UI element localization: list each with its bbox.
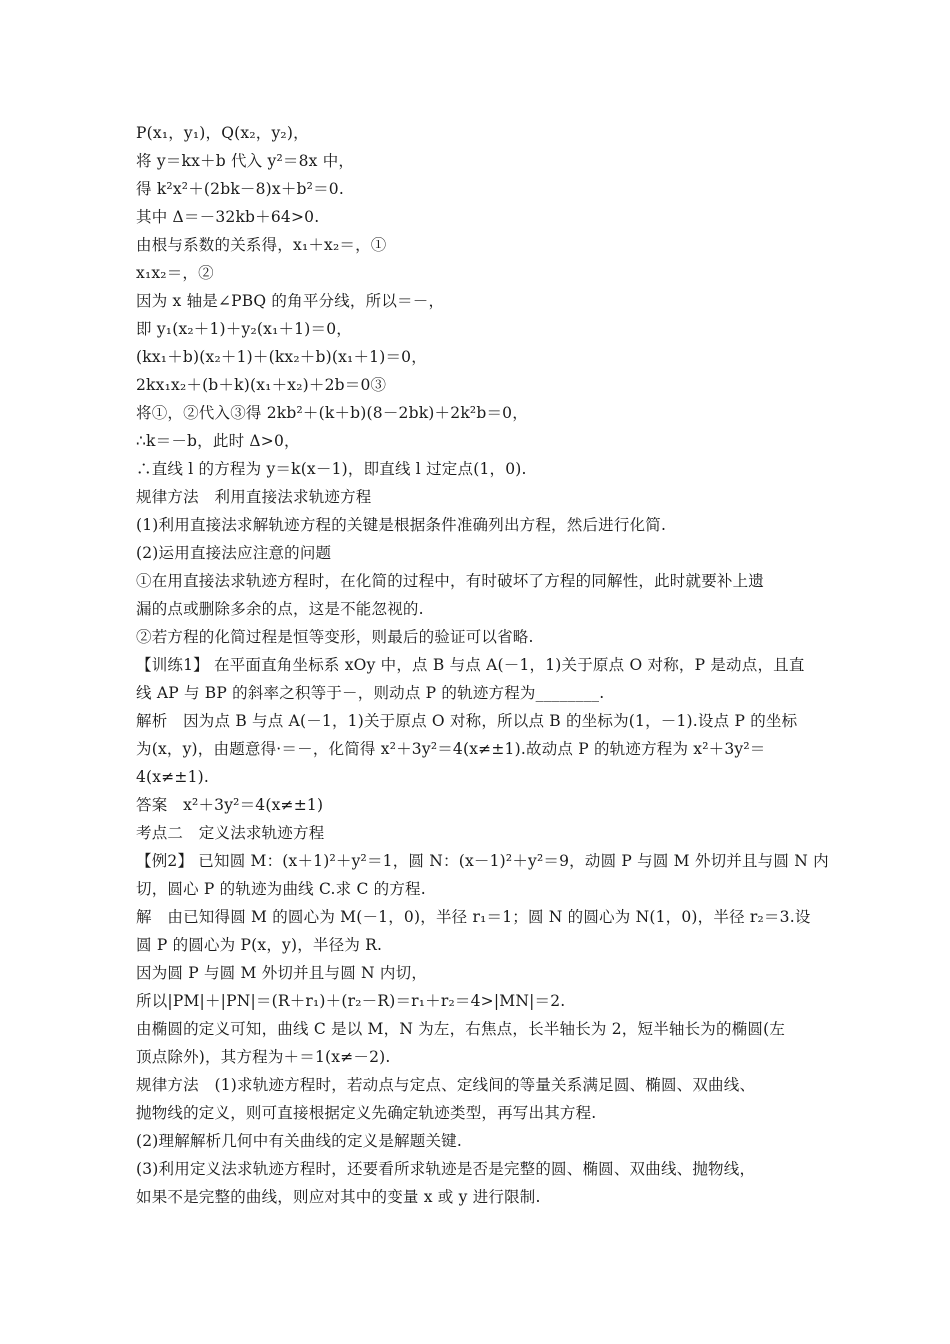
text-line: 将①，②代入③得 2kb²＋(k＋b)(8－2bk)＋2k²b＝0， <box>136 404 528 422</box>
text-line: 漏的点或删除多余的点，这是不能忽视的. <box>136 600 424 618</box>
text-line: (1)利用直接法求解轨迹方程的关键是根据条件准确列出方程，然后进行化简. <box>136 516 667 534</box>
text-line: 如果不是完整的曲线，则应对其中的变量 x 或 y 进行限制. <box>136 1188 541 1206</box>
section-heading: 考点二 定义法求轨迹方程 <box>136 824 325 842</box>
analysis-line: 解析 因为点 B 与点 A(－1，1)关于原点 O 对称，所以点 B 的坐标为(1，－1).设点 P 的坐标 <box>136 712 798 730</box>
text-line: ①在用直接法求轨迹方程时，在化简的过程中，有时破坏了方程的同解性，此时就要补上遗 <box>136 572 765 590</box>
analysis-line: 为(x，y)，由题意得·＝－，化简得 x²＋3y²＝4(x≠±1).故动点 P 的轨迹方程为 x²＋3y²＝ <box>136 740 766 758</box>
text-line: (kx₁＋b)(x₂＋1)＋(kx₂＋b)(x₁＋1)＝0， <box>136 348 427 366</box>
text-line: 即 y₁(x₂＋1)＋y₂(x₁＋1)＝0， <box>136 320 352 338</box>
solution-line: 圆 P 的圆心为 P(x，y)，半径为 R. <box>136 936 383 954</box>
example-line: 切，圆心 P 的轨迹为曲线 C.求 C 的方程. <box>136 880 426 898</box>
text-line: (2)运用直接法应注意的问题 <box>136 544 332 562</box>
text-line: (2)理解解析几何中有关曲线的定义是解题关键. <box>136 1132 462 1150</box>
exercise-line: 线 AP 与 BP 的斜率之积等于－，则动点 P 的轨迹方程为________. <box>136 684 605 702</box>
text-line: 因为 x 轴是∠PBQ 的角平分线，所以＝－， <box>136 292 445 310</box>
example-line: 【例2】 已知圆 M：(x＋1)²＋y²＝1，圆 N：(x－1)²＋y²＝9，动圆 P 与圆 M 外切并且与圆 N 内 <box>136 852 829 870</box>
analysis-line: 4(x≠±1). <box>136 768 210 786</box>
text-line: 得 k²x²＋(2bk－8)x＋b²＝0. <box>136 180 344 198</box>
text-line: P(x₁，y₁)，Q(x₂，y₂)， <box>136 124 309 142</box>
text-line: 将 y＝kx＋b 代入 y²＝8x 中， <box>136 152 355 170</box>
text-line: 由根与系数的关系得，x₁＋x₂＝，① <box>136 236 387 254</box>
text-line: ∴直线 l 的方程为 y＝k(x－1)，即直线 l 过定点(1，0). <box>136 460 527 478</box>
document-body <box>136 119 829 1211</box>
text-line: 其中 Δ＝－32kb＋64>0. <box>136 208 320 226</box>
solution-line: 由椭圆的定义可知，曲线 C 是以 M，N 为左，右焦点，长半轴长为 2，短半轴长为的椭圆(左 <box>136 1020 786 1038</box>
solution-line: 所以|PM|＋|PN|＝(R＋r₁)＋(r₂－R)＝r₁＋r₂＝4>|MN|＝2. <box>136 992 566 1010</box>
text-line: 抛物线的定义，则可直接根据定义先确定轨迹类型，再写出其方程. <box>136 1104 597 1122</box>
solution-line: 顶点除外)，其方程为＋＝1(x≠－2). <box>136 1048 391 1066</box>
answer-line: 答案 x²＋3y²＝4(x≠±1) <box>136 796 324 814</box>
section-heading: 规律方法 利用直接法求轨迹方程 <box>136 488 372 506</box>
text-line: ②若方程的化简过程是恒等变形，则最后的验证可以省略. <box>136 628 534 646</box>
text-line: (3)利用定义法求轨迹方程时，还要看所求轨迹是否是完整的圆、椭圆、双曲线、抛物线， <box>136 1160 756 1178</box>
solution-line: 解 由已知得圆 M 的圆心为 M(－1，0)，半径 r₁＝1；圆 N 的圆心为 N(1，0)，半径 r₂＝3.设 <box>136 908 811 926</box>
text-line: 2kx₁x₂＋(b＋k)(x₁＋x₂)＋2b＝0③ <box>136 376 387 394</box>
text-line: ∴k＝－b，此时 Δ>0， <box>136 432 300 450</box>
solution-line: 因为圆 P 与圆 M 外切并且与圆 N 内切， <box>136 964 428 982</box>
section-heading: 规律方法 (1)求轨迹方程时，若动点与定点、定线间的等量关系满足圆、椭圆、双曲线、 <box>136 1076 756 1094</box>
text-line: x₁x₂＝，② <box>136 264 214 282</box>
exercise-line: 【训练1】 在平面直角坐标系 xOy 中，点 B 与点 A(－1，1)关于原点 O 对称，P 是动点，且直 <box>136 656 805 674</box>
